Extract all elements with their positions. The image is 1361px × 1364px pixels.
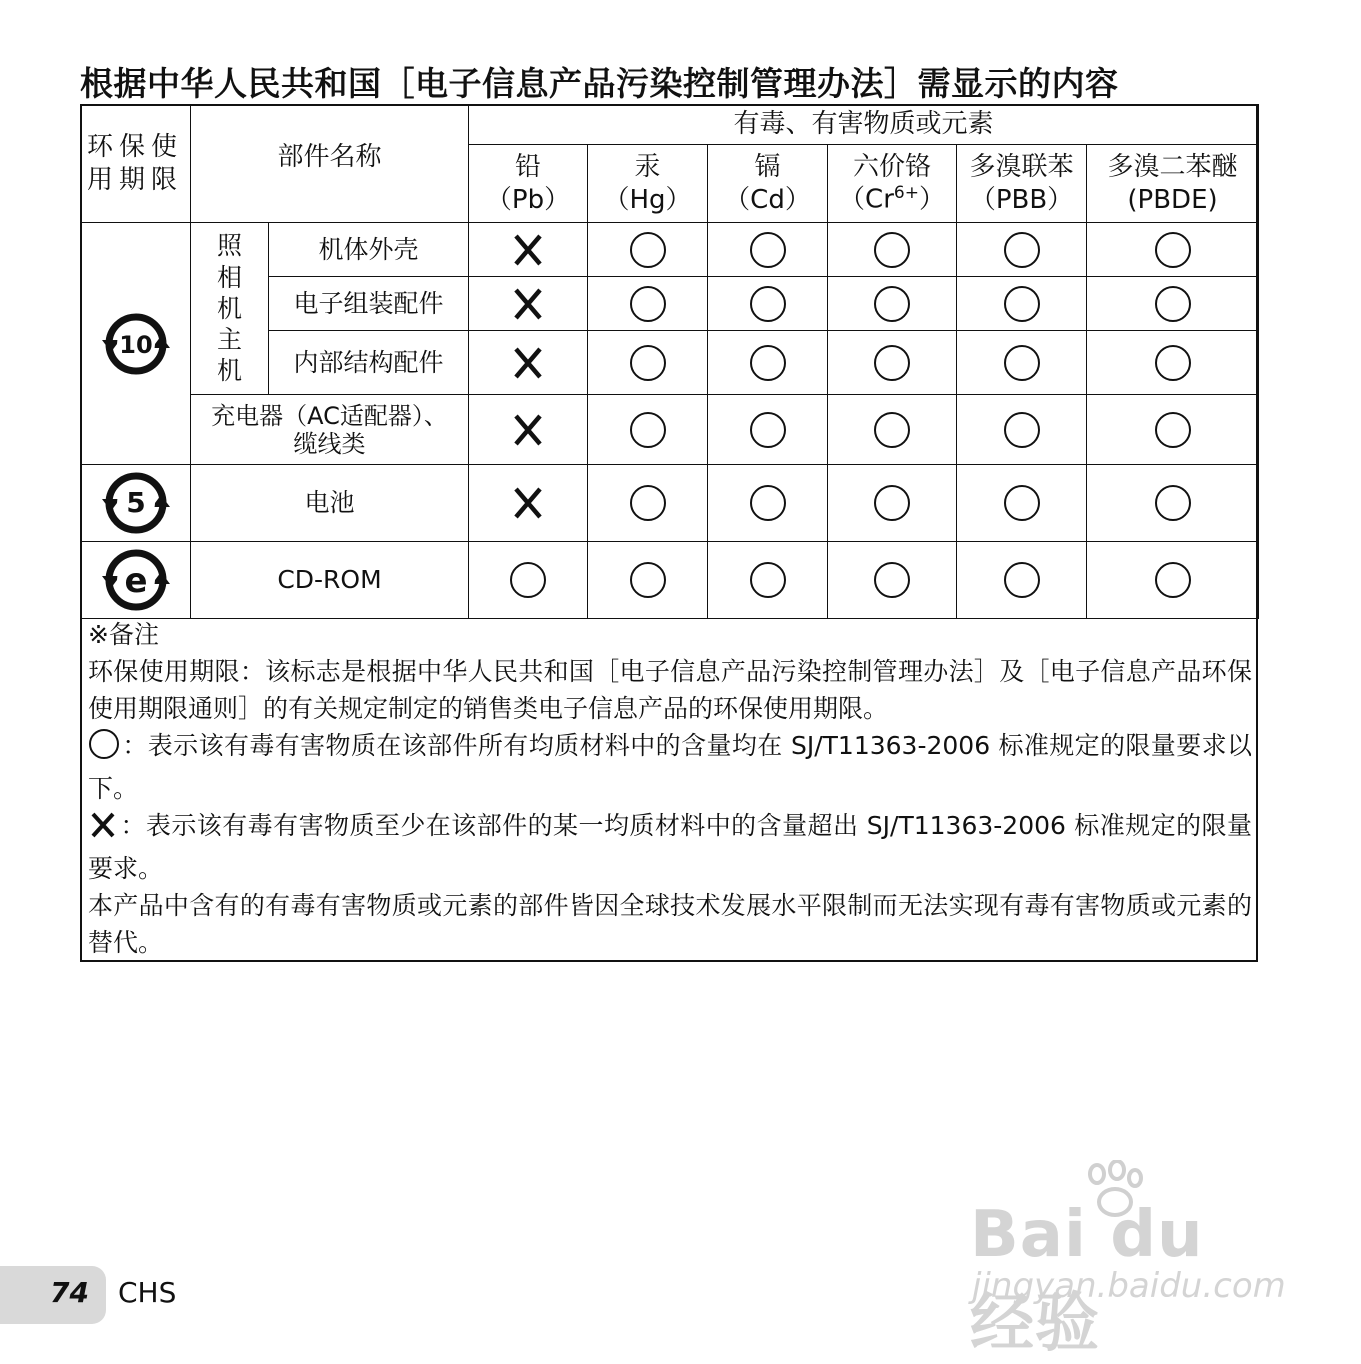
watermark bbox=[960, 1160, 1286, 1361]
circle-icon bbox=[88, 728, 120, 770]
period-note: 环保使用期限：该标志是根据中华人民共和国［电子信息产品污染控制管理办法］及［电子信息产品环保使用期限通则］的有关规定制定的销售类电子信息产品的环保使用期限。 bbox=[88, 657, 1252, 723]
substance-symbol: （Pb） bbox=[485, 184, 571, 215]
substance-name: 多溴联苯 bbox=[969, 152, 1074, 182]
header-substance-group: 有毒、有害物质或元素 bbox=[469, 105, 1259, 145]
cross-note: ：表示该有毒有害物质至少在该部件的某一均质材料中的含量超出 SJ/T11363-2006 标准规定的限量要求。 bbox=[88, 811, 1252, 883]
logo-label: 5 bbox=[125, 486, 146, 519]
substance-name: 六价铬 bbox=[853, 151, 932, 182]
camera-label-char: 照 bbox=[216, 231, 242, 261]
circle-note: ：表示该有毒有害物质在该部件所有均质材料中的含量均在 SJ/T11363-2006 标准规定的限量要求以下。 bbox=[88, 727, 1252, 807]
part-name: CD-ROM bbox=[191, 542, 469, 619]
part-name: 电池 bbox=[191, 465, 469, 542]
logo-label: e bbox=[123, 561, 148, 601]
part-name: 内部结构配件 bbox=[269, 331, 469, 395]
substance-name: 镉 bbox=[754, 152, 781, 182]
substance-name: 汞 bbox=[634, 152, 661, 182]
charger-label-line1: 充电器（AC适配器）、 bbox=[211, 401, 448, 430]
camera-label-char: 机 bbox=[216, 356, 242, 386]
cross-icon bbox=[88, 810, 118, 850]
logo-label: 10 bbox=[118, 330, 153, 359]
charger-label-line2: 缆线类 bbox=[293, 429, 366, 458]
watermark-url: jingyan.baidu.com bbox=[972, 1266, 1286, 1306]
camera-label-char: 主 bbox=[216, 325, 242, 355]
page-language: CHS bbox=[118, 1276, 177, 1309]
header-part-name: 部件名称 bbox=[191, 105, 469, 223]
substance-symbol: （Cd） bbox=[724, 184, 811, 215]
camera-label-char: 机 bbox=[216, 293, 242, 323]
substance-name: 铅 bbox=[515, 152, 542, 182]
part-name: 机体外壳 bbox=[269, 223, 469, 277]
notes-section bbox=[88, 616, 1252, 961]
camera-label-char: 相 bbox=[216, 262, 242, 292]
part-name: 电子组装配件 bbox=[269, 277, 469, 331]
page-number: 74 bbox=[50, 1276, 89, 1309]
notes-heading: ※备注 bbox=[88, 620, 159, 649]
substance-symbol: （PBB） bbox=[969, 184, 1074, 215]
final-note: 本产品中含有的有毒有害物质或元素的部件皆因全球技术发展水平限制而无法实现有毒有害物质或元素的替代。 bbox=[88, 891, 1252, 957]
page-title: 根据中华人民共和国［电子信息产品污染控制管理办法］需显示的内容 bbox=[80, 64, 1119, 103]
substance-symbol: (PBDE) bbox=[1127, 184, 1218, 215]
watermark-logo: Bai du 经验 bbox=[970, 1198, 1204, 1361]
substance-name: 多溴二苯醚 bbox=[1107, 152, 1238, 182]
substance-symbol: （Hg） bbox=[603, 184, 692, 215]
substance-symbol: $(Cr^{6+})$ bbox=[839, 183, 945, 215]
header-period: 环保使用期限 bbox=[81, 105, 191, 223]
